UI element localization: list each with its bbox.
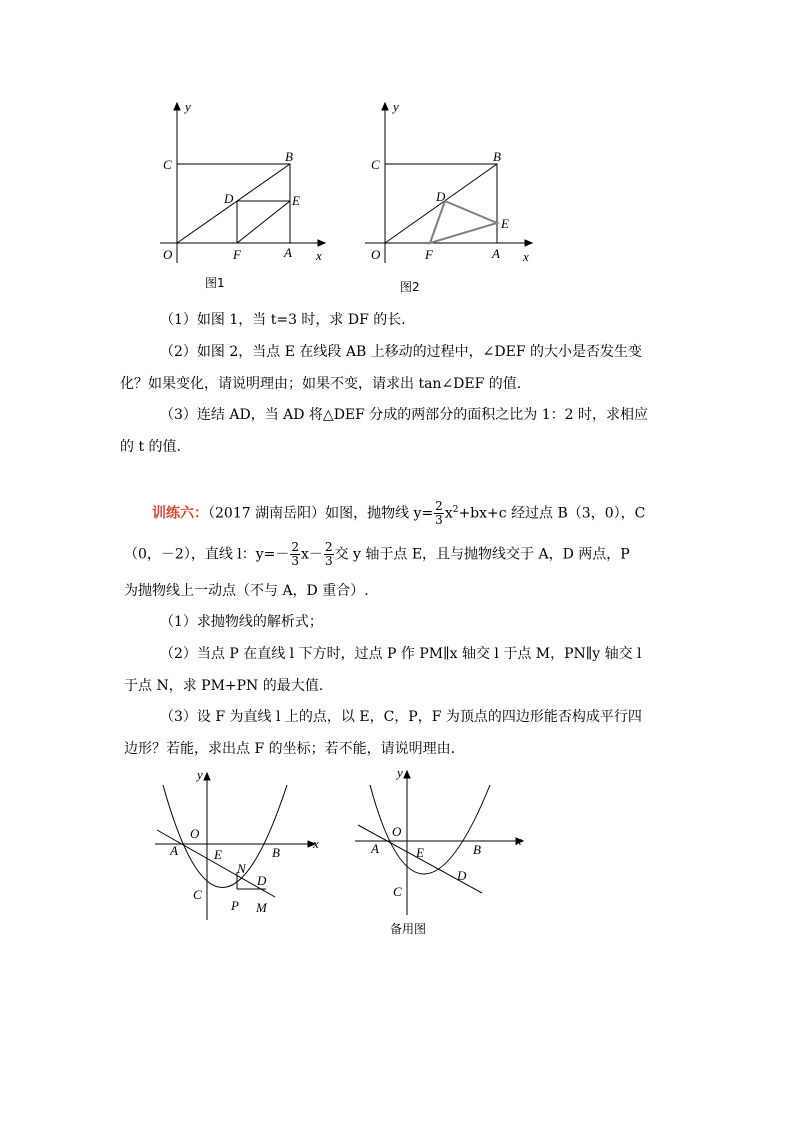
label-O: O [163, 247, 173, 262]
label-A: A [371, 841, 379, 856]
p6-line3: 为抛物线上一动点（不与 A，D 重合）. [124, 583, 369, 599]
label-E: E [292, 193, 300, 208]
fraction-two-thirds: $\frac{2}{3}$ [435, 499, 443, 528]
label-D: D [257, 873, 267, 888]
p6-line2-b: x－ [301, 546, 323, 563]
label-y: y [393, 99, 399, 114]
figure-4-spare [350, 765, 540, 945]
label-x: x [316, 248, 322, 263]
p6-question-2-line1: （2）当点 P 在直线 l 下方时，过点 P 作 PM∥x 轴交 l 于点 M，PN∥y 轴交 l [160, 646, 642, 662]
label-D: D [457, 868, 467, 883]
label-A: A [284, 245, 292, 260]
label-C: C [371, 157, 380, 172]
y-axis-arrow [204, 773, 210, 780]
p6-intro: （2017 湖南岳阳）如图，抛物线 y= [208, 505, 434, 522]
label-B: B [473, 842, 481, 857]
p6-question-1: （1）求抛物线的解析式； [160, 614, 323, 630]
label-O: O [190, 826, 200, 841]
caption-fig1: 图1 [205, 276, 225, 290]
label-y: y [197, 767, 203, 782]
label-x: x [523, 249, 529, 264]
parabola [370, 785, 490, 874]
label-D: D [436, 189, 446, 204]
label-B: B [285, 149, 293, 164]
label-E: E [416, 845, 424, 860]
p6-title: 训练六： [152, 505, 208, 522]
p6-question-2-line2: 于点 N，求 PM+PN 的最大值. [124, 678, 324, 694]
fraction-two-thirds-b: $\frac{2}{3}$ [324, 540, 333, 568]
segment-FE [237, 201, 290, 243]
label-F: F [425, 247, 433, 262]
caption-fig4: 备用图 [390, 922, 427, 936]
label-B: B [272, 845, 280, 860]
p6-question-3-line2: 边形？若能，求出点 F 的坐标；若不能，请说明理由. [124, 741, 456, 757]
label-E: E [214, 847, 222, 862]
label-E: E [501, 216, 509, 231]
p6-line2-a: （0，－2），直线 l：y=－ [124, 546, 290, 563]
y-axis-arrow [382, 103, 388, 110]
p5-question-3-line2: 的 t 的值. [120, 439, 181, 455]
label-A: A [170, 843, 178, 858]
fraction-two-thirds-a: $\frac{2}{3}$ [291, 540, 300, 568]
label-x: x [516, 833, 522, 848]
triangle-DEF [430, 201, 497, 243]
label-B: B [493, 149, 501, 164]
p5-question-3-line1: （3）连结 AD，当 AD 将△DEF 分成的两部分的面积之比为 1：2 时，求相应 [160, 407, 649, 423]
p6-line2 [124, 541, 630, 568]
label-C: C [193, 887, 202, 902]
p6-exponent: 2 [452, 505, 459, 515]
p5-question-1: （1）如图 1，当 t=3 时，求 DF 的长. [160, 312, 406, 328]
caption-fig2: 图2 [400, 280, 420, 294]
label-O: O [392, 824, 402, 839]
p6-line2-c: 交 y 轴于点 E，且与抛物线交于 A，D 两点，P [334, 546, 630, 563]
label-C: C [393, 884, 402, 899]
label-C: C [163, 157, 172, 172]
segment-OB [177, 164, 290, 243]
x-axis-arrow [318, 240, 325, 246]
p6-intro-end: +bx+c 经过点 B（3，0），C [458, 505, 646, 522]
label-O: O [371, 247, 381, 262]
p5-question-2-line1: （2）如图 2，当点 E 在线段 AB 上移动的过程中，∠DEF 的大小是否发生变 [160, 344, 643, 360]
label-N: N [237, 861, 246, 876]
label-F: F [233, 247, 241, 262]
y-axis-arrow [174, 103, 180, 110]
label-D: D [224, 191, 234, 206]
label-A: A [492, 246, 500, 261]
label-y: y [397, 765, 403, 780]
label-M: M [256, 900, 267, 915]
label-y: y [185, 99, 191, 114]
figure-2 [355, 95, 545, 300]
parabola [163, 785, 287, 888]
x-axis-arrow [525, 240, 532, 246]
p6-var-x: x [444, 505, 453, 522]
p6-line1 [152, 499, 645, 527]
y-axis-arrow [404, 771, 410, 778]
figure-1 [150, 95, 340, 300]
p5-question-2-line2: 化？如果变化，请说明理由；如果不变，请求出 tan∠DEF 的值. [120, 376, 522, 392]
figure-3 [145, 765, 335, 925]
p6-question-3-line1: （3）设 F 为直线 l 上的点，以 E，C，P，F 为顶点的四边形能否构成平行四 [160, 709, 642, 725]
label-P: P [231, 898, 239, 913]
label-x: x [313, 836, 319, 851]
